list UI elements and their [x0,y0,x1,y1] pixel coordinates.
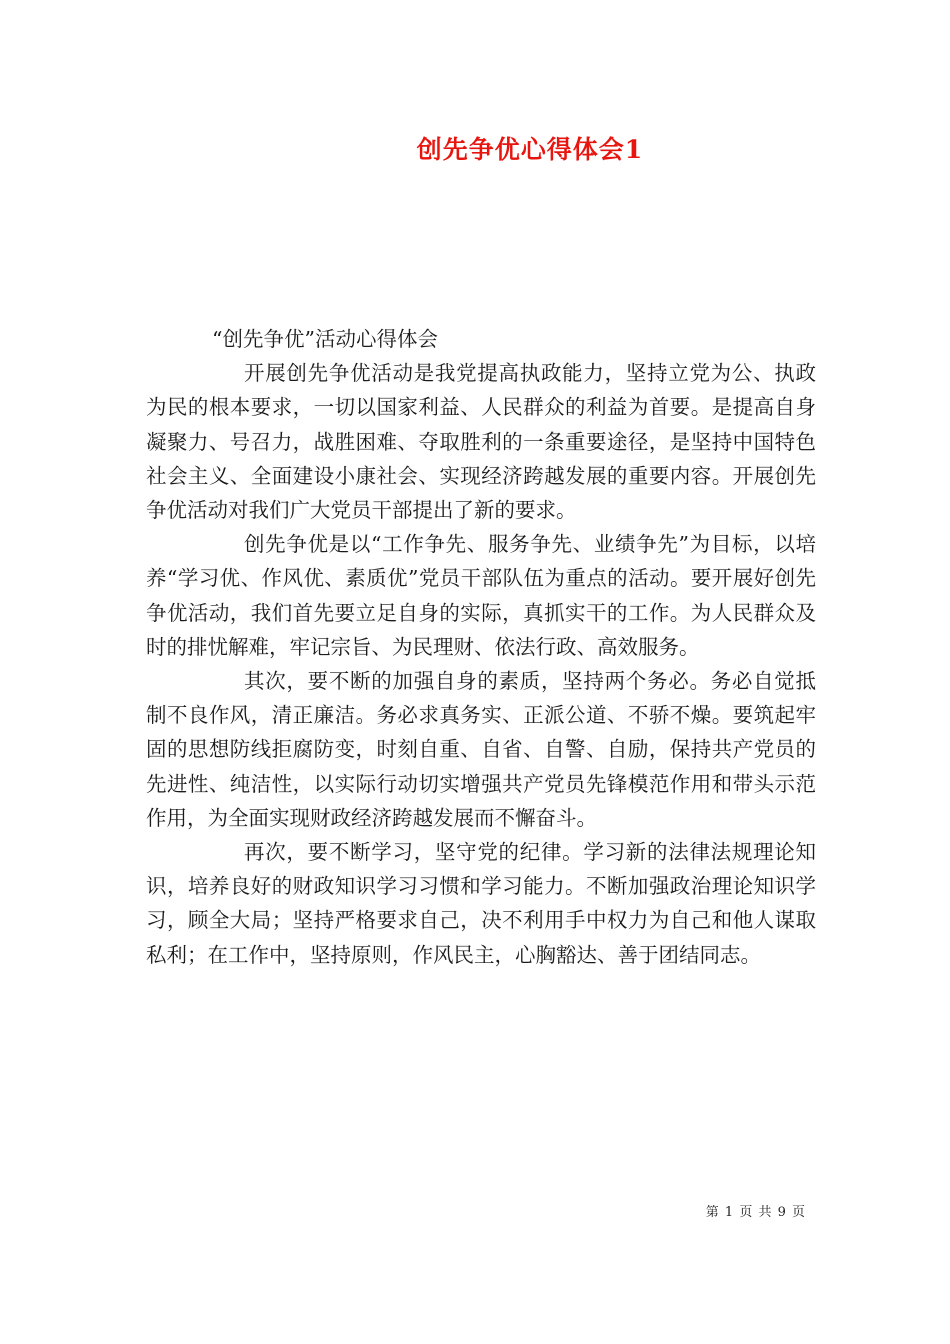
document-subtitle: “创先争优”活动心得体会 [212,327,438,351]
paragraph: 开展创先争优活动是我党提高执政能力，坚持立党为公、执政为民的根本要求，一切以国家利益、人民群众的利益为首要。是提高自身凝聚力、号召力，战胜困难、夺取胜利的一条重要途径，是坚持中国特色社会主义、全面建设小康社会、实现经济跨越发展的重要内容。开展创先争优活动对我们广大党员干部提出了新的要求。 [146,361,816,523]
document-body [146,322,816,972]
document-title: 创先争优心得体会1 [416,135,644,164]
page-number-footer: 第 1 页 共 9 页 [705,1205,806,1220]
paragraph: 再次，要不断学习，坚守党的纪律。学习新的法律法规理论知识，培养良好的财政知识学习习惯和学习能力。不断加强政治理论知识学习，顾全大局；坚持严格要求自己，决不利用手中权力为自己和他人谋取私利；在工作中，坚持原则，作风民主，心胸豁达、善于团结同志。 [146,840,816,967]
paragraph: 创先争优是以“工作争先、服务争先、业绩争先”为目标，以培养“学习优、作风优、素质优”党员干部队伍为重点的活动。要开展好创先争优活动，我们首先要立足自身的实际，真抓实干的工作。为人民群众及时的排忧解难，牢记宗旨、为民理财、依法行政、高效服务。 [146,532,816,659]
paragraph: 其次，要不断的加强自身的素质，坚持两个务必。务必自觉抵制不良作风，清正廉洁。务必求真务实、正派公道、不骄不燥。要筑起牢固的思想防线拒腐防变，时刻自重、自省、自警、自励，保持共产党员的先进性、纯洁性，以实际行动切实增强共产党员先锋模范作用和带头示范作用，为全面实现财政经济跨越发展而不懈奋斗。 [146,669,816,830]
